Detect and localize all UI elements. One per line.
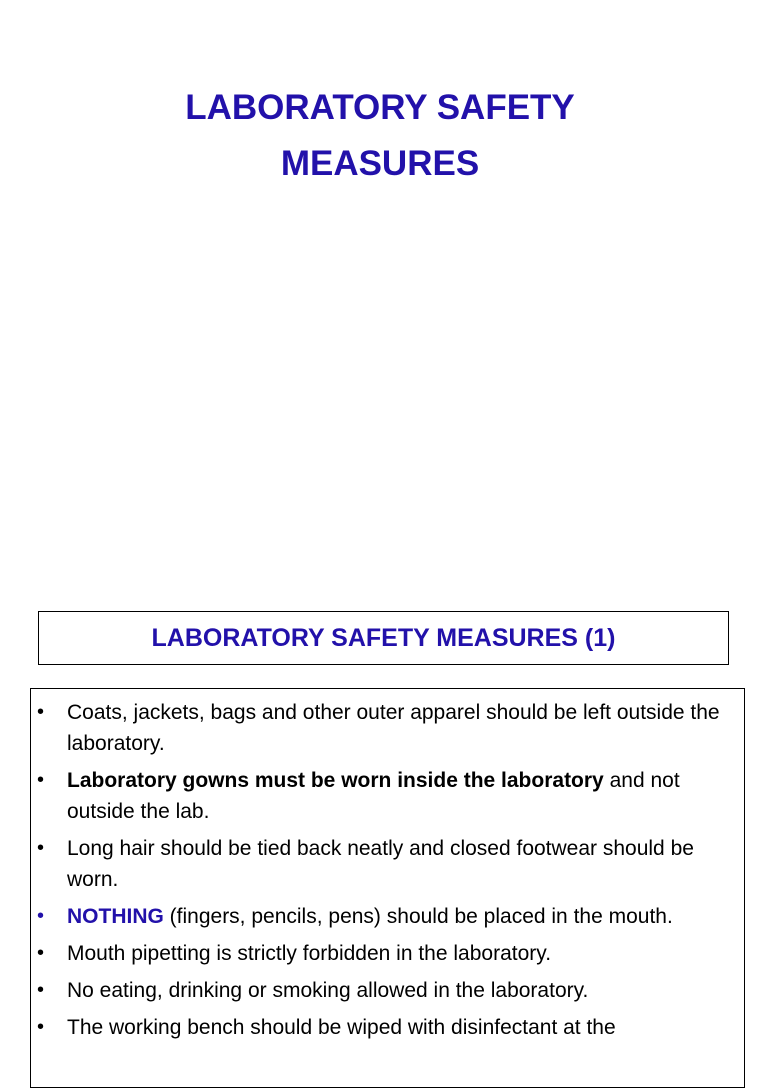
section-title: LABORATORY SAFETY MEASURES (1) [151, 623, 616, 652]
bullet-text: Mouth pipetting is strictly forbidden in the laboratory. [67, 942, 552, 965]
list-item [31, 697, 744, 759]
bullet-icon: • [37, 942, 45, 964]
slide-title-line-2: MEASURES [280, 144, 480, 183]
list-item [31, 833, 744, 895]
bullet-text: (fingers, pencils, pens) should be placed in the mouth. [163, 905, 673, 928]
slide-title [0, 80, 760, 192]
bullet-icon: • [37, 769, 45, 791]
list-item [31, 1012, 744, 1043]
section-title-box [38, 611, 729, 665]
list-item [31, 938, 744, 969]
bullet-icon: • [37, 1016, 45, 1038]
list-item [31, 765, 744, 827]
slide-title-line-1: LABORATORY SAFETY [185, 88, 575, 127]
bullet-text: and not outside the lab. [67, 769, 680, 823]
bullet-icon: • [37, 905, 45, 927]
list-item [31, 901, 744, 932]
bullet-text: No eating, drinking or smoking allowed in the laboratory. [67, 979, 589, 1002]
bullet-icon: • [37, 701, 45, 723]
bullet-text: Long hair should be tied back neatly and closed footwear should be worn. [67, 837, 694, 891]
bullet-list-box [30, 688, 745, 1088]
list-item [31, 975, 744, 1006]
bullet-text: Coats, jackets, bags and other outer apparel should be left outside the laboratory. [67, 701, 720, 755]
bullet-text: The working bench should be wiped with disinfectant at the [67, 1016, 616, 1039]
bullet-highlight-text: NOTHING [67, 905, 164, 928]
bullet-icon: • [37, 837, 45, 859]
bullet-bold-text: Laboratory gowns must be worn inside the laboratory [67, 769, 604, 792]
bullet-icon: • [37, 979, 45, 1001]
bullet-list [31, 689, 744, 1043]
